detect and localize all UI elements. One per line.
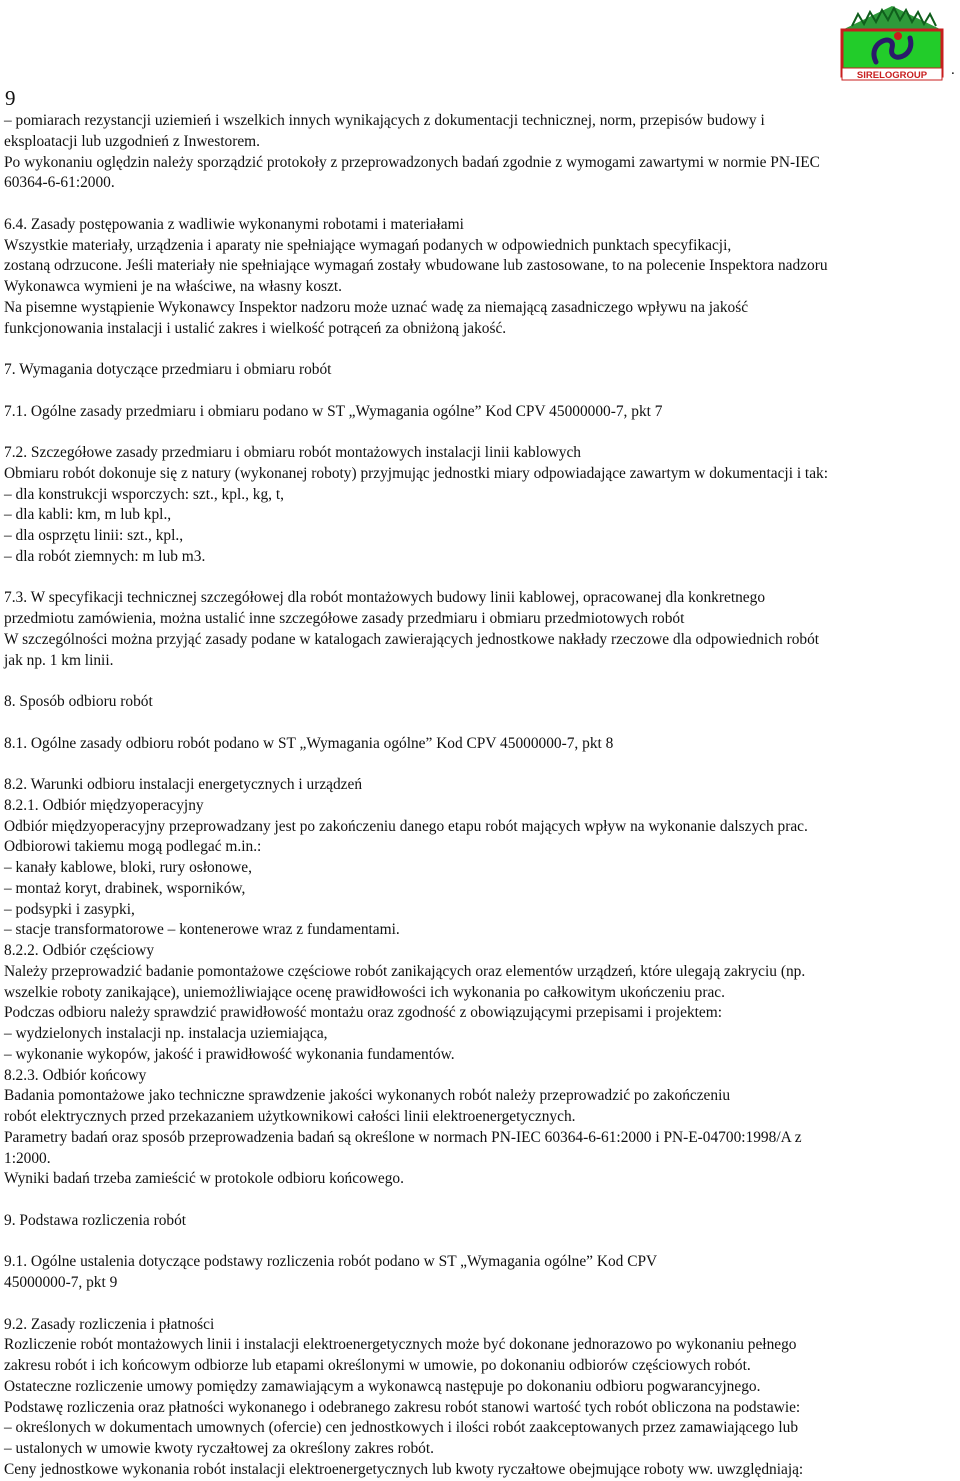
paragraph-gap [4, 568, 958, 589]
text-line: Podstawę rozliczenia oraz płatności wykonanego i odebranego zakresu robót stanowi wartość tych robót obliczona na podstawie: [4, 1398, 801, 1416]
logo-symbol-dot [894, 32, 902, 40]
text-line: Odbiór międzyoperacyjny przeprowadzany jest po zakończeniu danego etapu robót mających wpływ na wykonanie dalszych prac. [4, 817, 808, 835]
text-line: Wykonawca wymieni je na właściwe, na własny koszt. [4, 278, 342, 295]
text-line: 8.2.1. Odbiór międzyoperacyjny [4, 796, 204, 814]
text-line: Podczas odbioru należy sprawdzić prawidłowość montażu oraz zgodność z obowiązującymi przepisami i projektem: [4, 1004, 722, 1022]
text-line: 9.2. Zasady rozliczenia i płatności [4, 1315, 215, 1333]
text-line: Należy przeprowadzić badanie pomontażowe częściowe robót zanikających oraz elementów urządzeń, które ulegają zakryciu (np. [4, 962, 806, 980]
paragraph-gap [4, 1294, 958, 1315]
text-line: 1:2000. [4, 1149, 51, 1167]
text-line: 7. Wymagania dotyczące przedmiaru i obmiaru robót [4, 361, 332, 378]
logo-text: SIRELOGROUP [856, 70, 928, 81]
text-line: W szczególności można przyjąć zasady podane w katalogach zawierających jednostkowe nakłady rzeczowe dla odpowiednich robót [4, 630, 820, 648]
text-line: – ustalonych w umowie kwoty ryczałtowej za określony zakres robót. [4, 1440, 434, 1457]
text-line: przedmiotu zamówienia, można ustalić inne szczegółowe zasady przedmiaru i obmiaru przedmiotowych robót [4, 610, 685, 627]
text-line: – dla osprzętu linii: szt., kpl., [4, 527, 184, 544]
text-line: 7.1. Ogólne zasady przedmiaru i obmiaru podano w ST „Wymagania ogólne” Kod CPV 45000000-7, pkt 7 [4, 402, 663, 420]
text-line: Wszystkie materiały, urządzenia i aparaty nie spełniające wymagań podanych w odpowiednich punktach specyfikacji, [4, 236, 732, 254]
text-line: 6.4. Zasady postępowania z wadliwie wykonanymi robotami i materiałami [4, 215, 464, 233]
text-line: – kanały kablowe, bloki, rury osłonowe, [4, 859, 252, 876]
text-line: 8.2.3. Odbiór końcowy [4, 1066, 147, 1084]
text-line: eksploatacji lub uzgodnień z Inwestorem. [4, 132, 261, 150]
text-line: Obmiaru robót dokonuje się z natury (wykonanej roboty) przyjmując jednostki miary odpowiadające zawartym w dokumentacji i tak: [4, 464, 829, 482]
text-line: – montaż koryt, drabinek, wsporników, [4, 879, 246, 897]
text-line: – dla robót ziemnych: m lub m3. [4, 547, 206, 565]
paragraph-gap [4, 754, 958, 775]
text-line: zostaną odrzucone. Jeśli materiały nie spełniające wymagań zostały wbudowane lub zastosowane, to na polecenie Inspektora nadzoru [4, 257, 828, 275]
text-line: 9. Podstawa rozliczenia robót [4, 1211, 187, 1229]
text-line: – podsypki i zasypki, [4, 900, 135, 918]
text-line: Badania pomontażowe jako techniczne sprawdzenie jakości wykonanych robót należy przeprowadzić po zakończeniu [4, 1087, 731, 1105]
paragraph-gap [4, 713, 958, 734]
paragraph-gap [4, 422, 958, 443]
text-line: – określonych w dokumentach umownych (ofercie) cen jednostkowych i ilości robót zaakceptowanych przez zamawiającego lub [4, 1419, 799, 1437]
text-line: jak np. 1 km linii. [4, 651, 114, 669]
paragraph-gap [4, 671, 958, 692]
paragraph-gap [4, 1190, 958, 1211]
company-logo-house-icon [836, 2, 948, 82]
text-line: Parametry badań oraz sposób przeprowadzenia badań są określone w normach PN-IEC 60364-6-61:2000 i PN-E-04700:1998/A z [4, 1128, 802, 1146]
paragraph-gap [4, 381, 958, 402]
text-line: 9.1. Ogólne ustalenia dotyczące podstawy rozliczenia robót podano w ST „Wymagania ogólne” Kod CPV [4, 1253, 658, 1271]
text-line: Na pisemne wystąpienie Wykonawcy Inspektor nadzoru może uznać wadę za niemającą zasadniczego wpływu na jakość [4, 298, 749, 316]
text-line: – stacje transformatorowe – kontenerowe wraz z fundamentami. [4, 921, 400, 939]
text-line: 8.2.2. Odbiór częściowy [4, 942, 155, 959]
text-line: 8.2. Warunki odbioru instalacji energetycznych i urządzeń [4, 776, 363, 793]
text-line: 8. Sposób odbioru robót [4, 693, 153, 710]
text-line: Po wykonaniu oględzin należy sporządzić protokoły z przeprowadzonych badań zgodnie z wymogami zawartymi w normie PN-IEC [4, 153, 820, 171]
text-line: 7.2. Szczegółowe zasady przedmiaru i obmiaru robót montażowych instalacji linii kablowych [4, 444, 581, 461]
text-line: wszelkie roboty zanikające), uniemożliwiające ocenę prawidłowości ich wykonania po całkowitym ukończeniu prac. [4, 983, 725, 1001]
text-line: – dla kabli: km, m lub kpl., [4, 506, 172, 524]
text-line: 7.3. W specyfikacji technicznej szczegółowej dla robót montażowych budowy linii kablowej, opracowanej dla konkretnego [4, 589, 766, 607]
text-line: Rozliczenie robót montażowych linii i instalacji elektroenergetycznych może być dokonane jednorazowo po wykonaniu pełnego [4, 1336, 797, 1354]
text-line: 60364-6-61:2000. [4, 174, 115, 192]
text-line: Ceny jednostkowe wykonania robót instalacji elektroenergetycznych lub kwoty ryczałtowe obejmujące roboty ww. uwzględniają: [4, 1460, 804, 1478]
text-line: funkcjonowania instalacji i ustalić zakres i wielkość potrąceń za obniżoną jakość. [4, 319, 507, 337]
text-line: – pomiarach rezystancji uziemień i wszelkich innych wynikających z dokumentacji technicznej, norm, przepisów budowy i [4, 112, 765, 129]
text-line: Odbiorowi takiemu mogą podlegać m.in.: [4, 838, 262, 856]
text-line: robót elektrycznych przed przekazaniem użytkownikowi całości linii elektroenergetycznych. [4, 1108, 576, 1125]
paragraph-gap [4, 339, 958, 360]
text-line: 45000000-7, pkt 9 [4, 1274, 118, 1291]
text-line: – wydzielonych instalacji np. instalacja uziemiająca, [4, 1025, 328, 1042]
text-line: – wykonanie wykopów, jakość i prawidłowość wykonania fundamentów. [4, 1045, 455, 1063]
text-line: – dla konstrukcji wsporczych: szt., kpl., kg, t, [4, 485, 284, 503]
text-line: zakresu robót i ich końcowym odbiorze lub etapami określonymi w umowie, po dokonaniu odbiorów częściowych robót. [4, 1357, 751, 1374]
corner-mark: . [951, 62, 955, 78]
paragraph-gap [4, 194, 958, 215]
text-line: Ostateczne rozliczenie umowy pomiędzy zamawiającym a wykonawcą następuje po dokonaniu odbioru pogwarancyjnego. [4, 1377, 761, 1395]
page-number: 9 [5, 86, 16, 110]
paragraph-gap [4, 1232, 958, 1253]
text-line: Wyniki badań trzeba zamieścić w protokole odbioru końcowego. [4, 1170, 404, 1188]
text-line: 8.1. Ogólne zasady odbioru robót podano w ST „Wymagania ogólne” Kod CPV 45000000-7, pkt 8 [4, 734, 614, 752]
document-body [4, 111, 958, 1481]
